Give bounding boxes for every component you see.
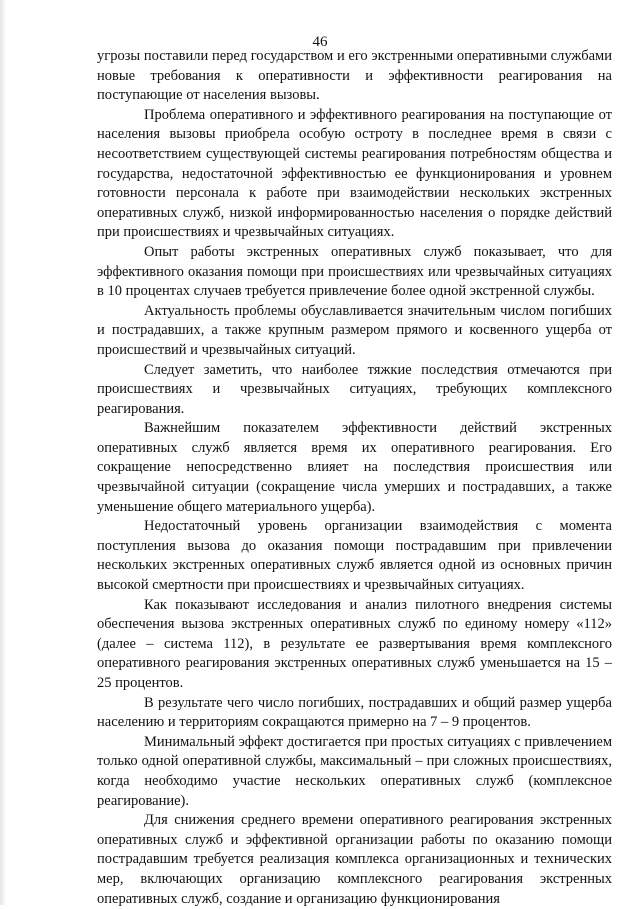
paragraph: Опыт работы экстренных оперативных служб показывает, что для эффективного оказания помощи при происшествиях или чрезвычайных ситуациях в 10 процентах случаев требуется привлечение более одной экстренной службы.: [97, 243, 612, 300]
page-number: 46: [312, 34, 328, 50]
paragraph: Минимальный эффект достигается при простых ситуациях с привлечением только одной оперативной службы, максимальный – при сложных происшествиях, когда необходимо участие нескольких оперативных служб (комплексное реагирование).: [97, 733, 612, 809]
paragraph: Недостаточный уровень организации взаимодействия с момента поступления вызова до оказания помощи пострадавшим при привлечении нескольких экстренных оперативных служб является одной из основных причин высокой смертности при происшествиях и чрезвычайных ситуациях.: [97, 518, 612, 594]
paragraph-continuation: угрозы поставили перед государством и его экстренными оперативными службами новые требования к оперативности и эффективности реагирования на поступающие от населения вызовы.: [97, 48, 612, 104]
paragraph: Как показывают исследования и анализ пилотного внедрения системы обеспечения вызова экстренных оперативных служб по единому номеру «112» (далее – система 112), в результате ее развертывания время комплексного оперативного реагирования экстренных оперативных служб уменьшается на 15 – 25 процентов.: [97, 596, 612, 691]
scan-edge-shadow: [0, 0, 6, 905]
paragraph: Важнейшим показателем эффективности действий экстренных оперативных служб является время их оперативного реагирования. Его сокращение непосредственно влияет на последствия происшествия или чрезвычайной ситуации (сокращение числа умерших и пострадавших, а также уменьшение общего материального ущерба).: [97, 420, 612, 515]
paragraph: Актуальность проблемы обуславливается значительным числом погибших и пострадавших, а также крупным размером прямого и косвенного ущерба от происшествий и чрезвычайных ситуаций.: [97, 302, 612, 358]
paragraph: В результате чего число погибших, пострадавших и общий размер ущерба населению и территориям сокращаются примерно на 7 – 9 процентов.: [97, 694, 612, 731]
paragraph: Для снижения среднего времени оперативного реагирования экстренных оперативных служб и эффективной организации работы по оказанию помощи пострадавшим требуется реализация комплекса организационных и технических мер, включающих организацию комплексного реагирования экстренных оперативных служб, создание и организацию функционирования: [97, 812, 612, 907]
paragraph: Следует заметить, что наиболее тяжкие последствия отмечаются при происшествиях и чрезвычайных ситуациях, требующих комплексного реагирования.: [97, 361, 612, 417]
body-text: [97, 47, 612, 909]
paragraph: Проблема оперативного и эффективного реагирования на поступающие от населения вызовы приобрела особую остроту в последнее время в связи с несоответствием существующей системы реагирования потребностям общества и государства, недостаточной эффективностью ее функционирования и уровнем готовности персонала к работе при взаимодействии нескольких экстренных оперативных служб, низкой информированностью населения о порядке действий при происшествиях и чрезвычайных ситуациях.: [97, 106, 612, 241]
